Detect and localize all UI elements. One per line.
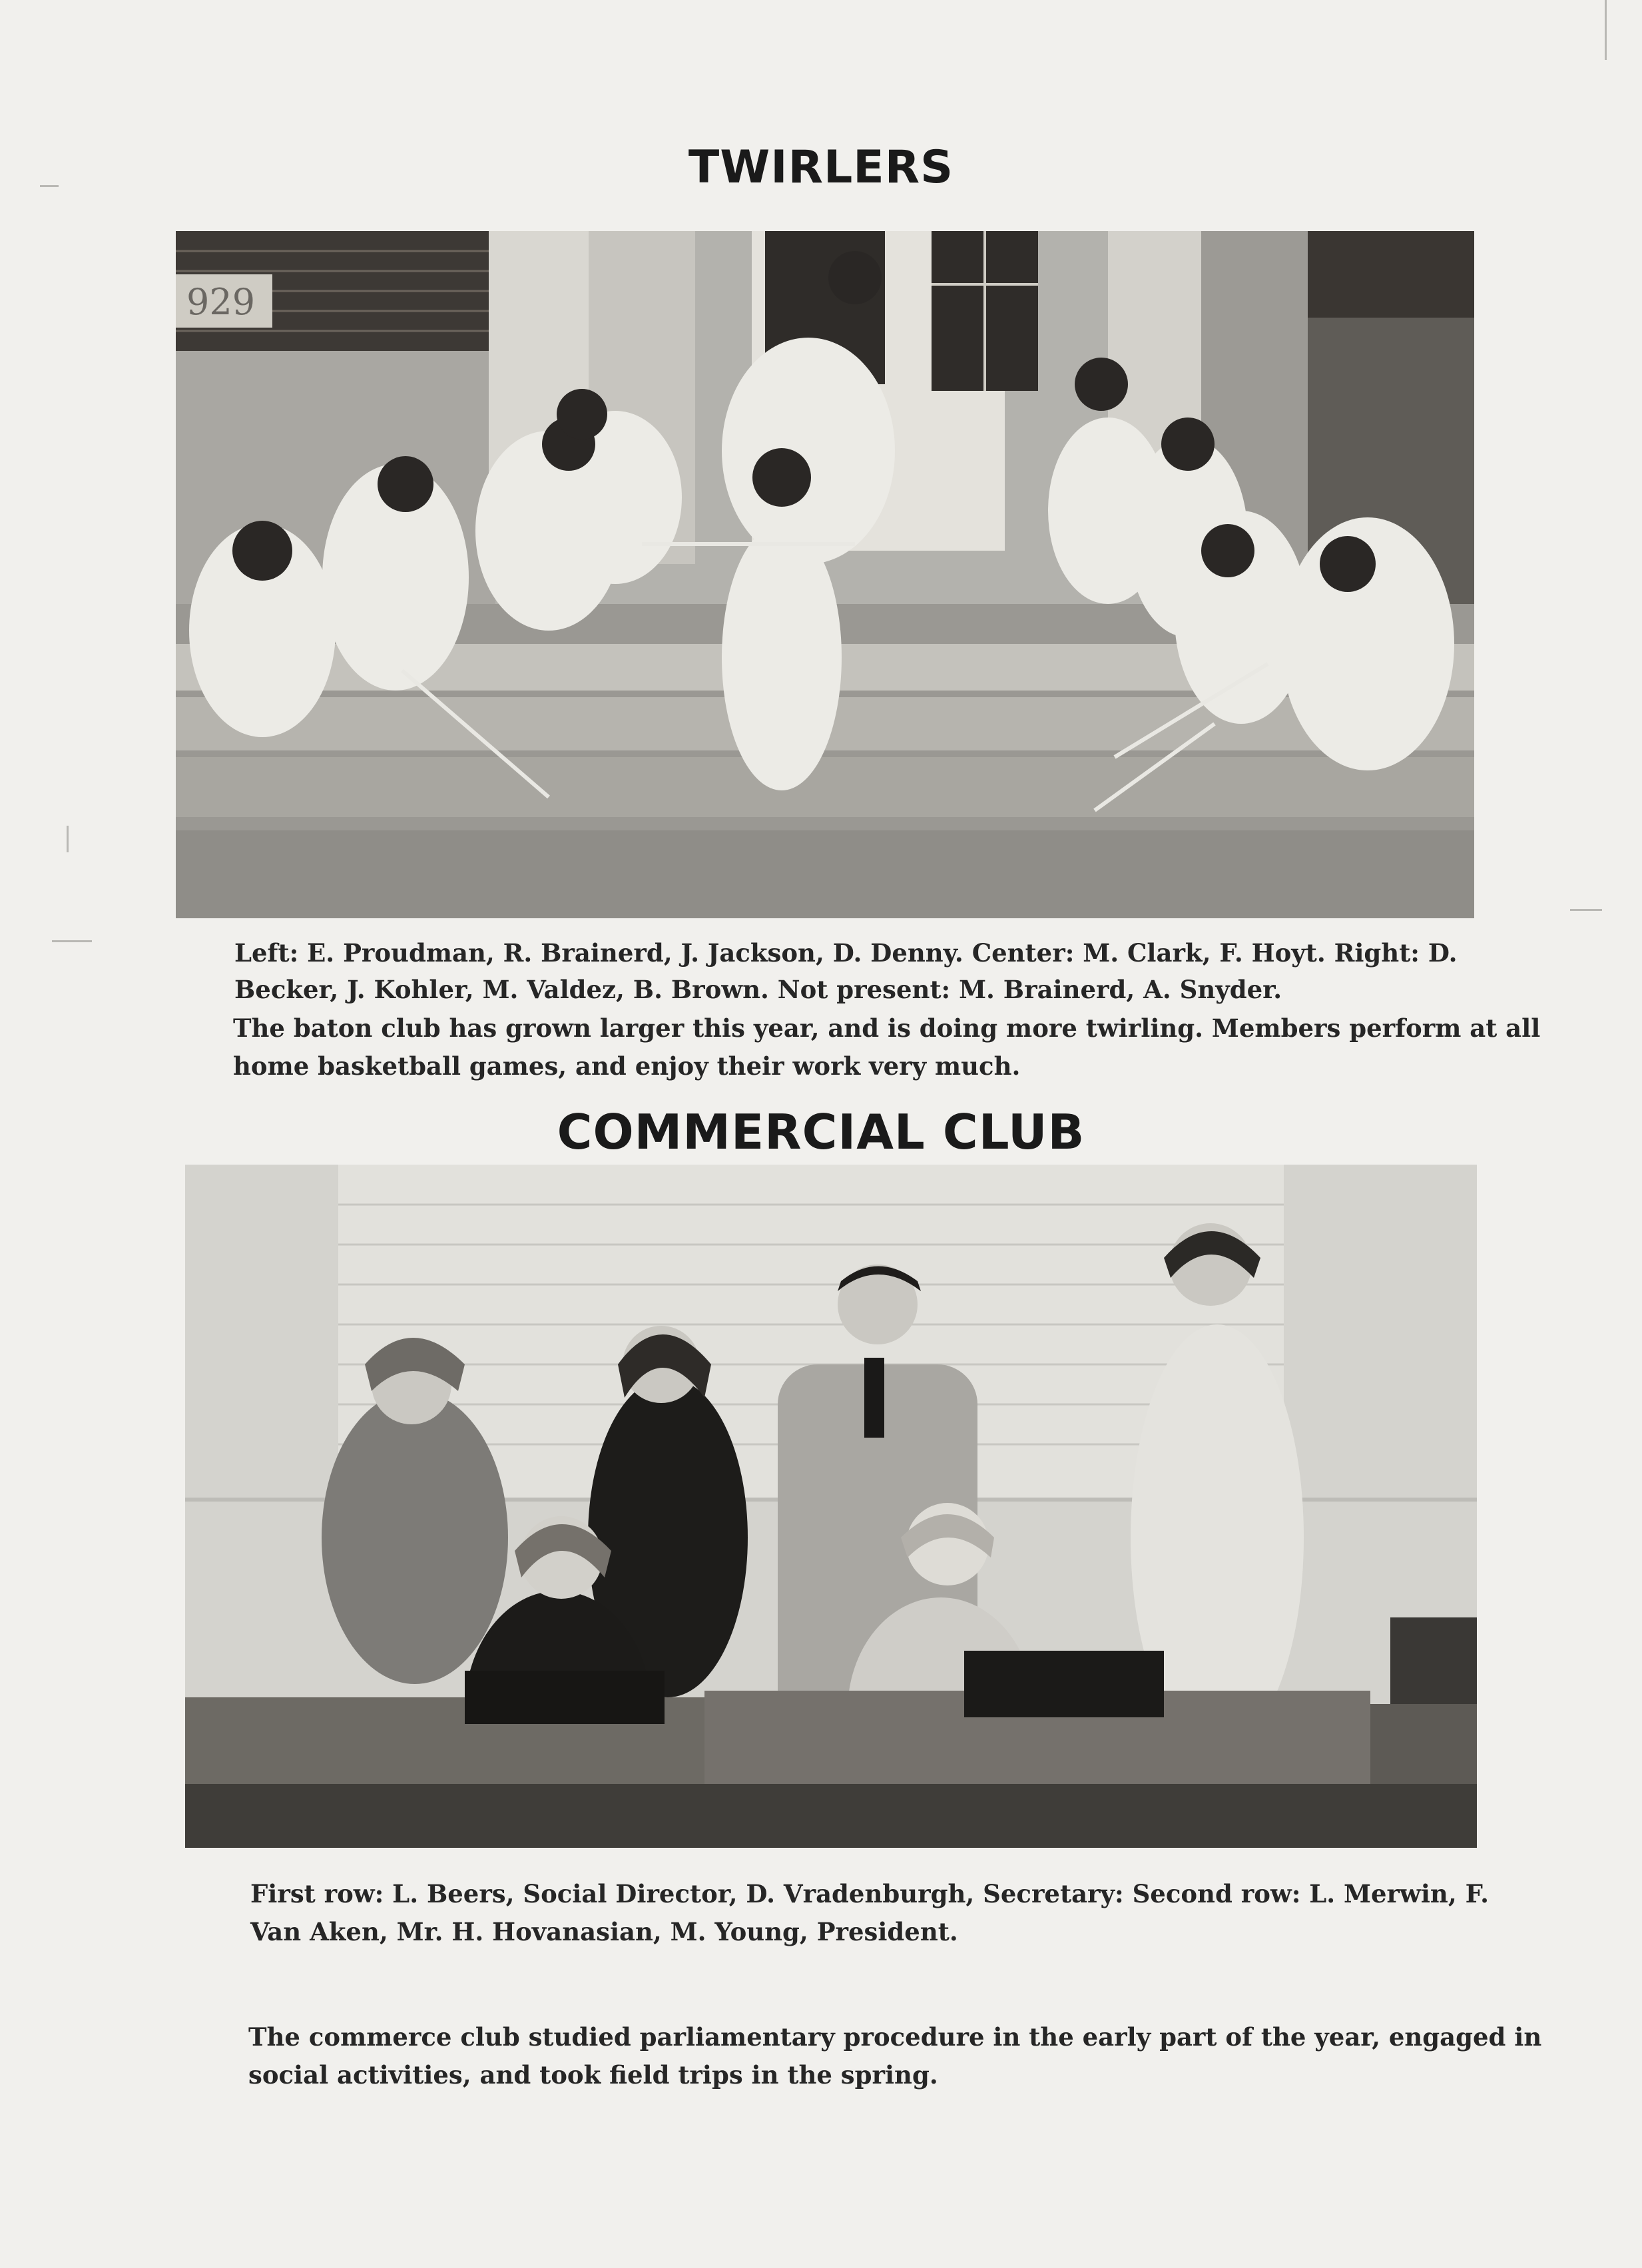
twirlers-heading: TWIRLERS bbox=[688, 141, 954, 194]
page-mark bbox=[1570, 909, 1602, 911]
page-mark bbox=[67, 826, 69, 852]
twirlers-caption-line: Left: E. Proudman, R. Brainerd, J. Jackson, D. Denny. Center: M. Clark, F. Hoyt. Right: D. bbox=[234, 938, 1458, 968]
twirlers-group-photo bbox=[176, 231, 1474, 918]
year-stone-text: 929 bbox=[186, 281, 256, 323]
group-photo-icon bbox=[176, 231, 1474, 918]
commercial-club-group-photo bbox=[185, 1165, 1477, 1848]
twirlers-caption-line: Becker, J. Kohler, M. Valdez, B. Brown. Not present: M. Brainerd, A. Snyder. bbox=[234, 975, 1282, 1004]
page-mark bbox=[52, 940, 92, 942]
commercial-club-heading: COMMERCIAL CLUB bbox=[557, 1104, 1085, 1160]
commercial-caption-line: Van Aken, Mr. H. Hovanasian, M. Young, President. bbox=[250, 1917, 958, 1946]
page-mark bbox=[40, 185, 59, 187]
twirlers-description-line: The baton club has grown larger this year, and is doing more twirling. Members perform at all bbox=[233, 1013, 1541, 1043]
commercial-description-line: The commerce club studied parliamentary procedure in the early part of the year, engaged in bbox=[248, 2022, 1542, 2052]
page-mark bbox=[1605, 0, 1607, 60]
group-photo-icon bbox=[185, 1165, 1477, 1848]
commercial-description-line: social activities, and took field trips in the spring. bbox=[248, 2060, 938, 2090]
twirlers-description-line: home basketball games, and enjoy their work very much. bbox=[233, 1051, 1021, 1081]
commercial-caption-line: First row: L. Beers, Social Director, D. Vradenburgh, Secretary: Second row: L. Merwin, F. bbox=[250, 1879, 1490, 1908]
